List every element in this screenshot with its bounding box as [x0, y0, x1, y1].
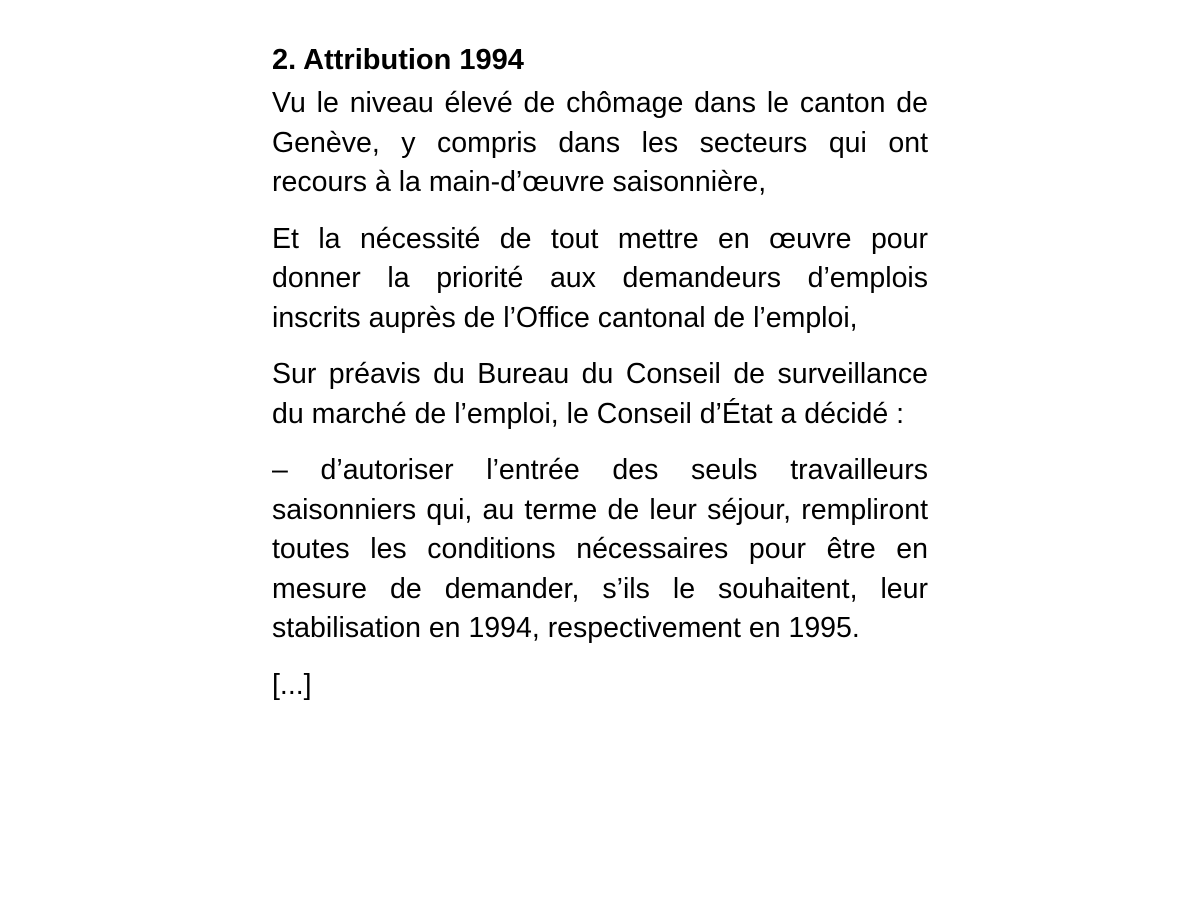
paragraph-priority: Et la nécessité de tout mettre en œuvre pour donner la priorité aux demandeurs d’emplois inscrits auprès de l’Office cantonal de l’emploi,	[272, 222, 928, 334]
paragraph-preavis: Sur préavis du Bureau du Conseil de surveillance du marché de l’emploi, le Conseil d’État a décidé :	[272, 358, 928, 430]
document-body	[272, 40, 928, 705]
paragraph-decision: – d’autoriser l’entrée des seuls travailleurs saisonniers qui, au terme de leur séjour, rempliront toutes les conditions nécessaires pour être en mesure de demander, s’ils le souhaitent, leur stabilisation en 1994, respectivement en 1995.	[272, 454, 928, 644]
paragraph-unemployment: Vu le niveau élevé de chômage dans le canton de Genève, y compris dans les secteurs qui ont recours à la main-d’œuvre saisonnière,	[272, 87, 928, 198]
section-heading: 2. Attribution 1994	[272, 44, 524, 76]
omission-marker: [...]	[272, 668, 312, 701]
